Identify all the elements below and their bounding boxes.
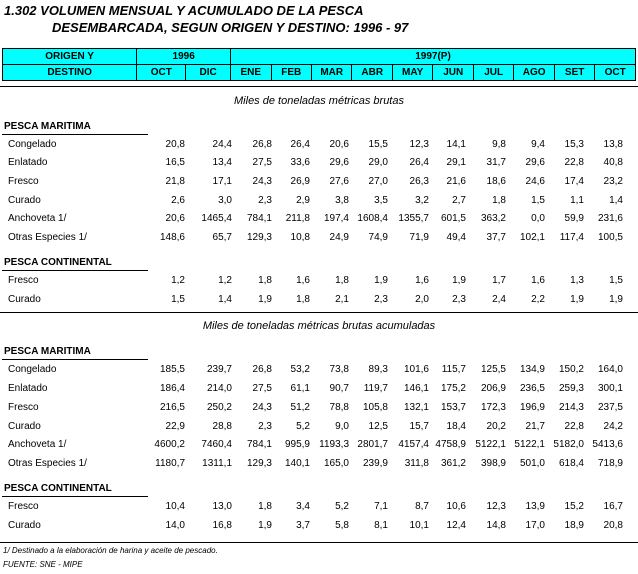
- value-cell: 5,2: [335, 501, 349, 512]
- value-cell: 784,1: [246, 213, 272, 224]
- value-cell: 10,8: [290, 232, 310, 243]
- table-row: [0, 195, 638, 209]
- value-cell: 16,7: [603, 501, 623, 512]
- value-cell: 73,8: [329, 364, 349, 375]
- value-cell: 28,8: [212, 421, 232, 432]
- value-cell: 129,3: [246, 232, 272, 243]
- table-row: [0, 520, 638, 534]
- row-label: Fresco: [8, 176, 39, 187]
- table-row: [0, 364, 638, 378]
- value-cell: 601,5: [440, 213, 466, 224]
- value-cell: 2,3: [452, 294, 466, 305]
- value-cell: 10,6: [446, 501, 466, 512]
- value-cell: 26,4: [290, 139, 310, 150]
- value-cell: 9,4: [531, 139, 545, 150]
- value-cell: 27,5: [252, 383, 272, 394]
- value-cell: 102,1: [519, 232, 545, 243]
- table-row: [0, 139, 638, 153]
- value-cell: 5,8: [335, 520, 349, 531]
- table-row: [0, 421, 638, 435]
- value-cell: 1,8: [335, 275, 349, 286]
- row-label: Fresco: [8, 402, 39, 413]
- value-cell: 125,5: [480, 364, 506, 375]
- value-cell: 259,3: [558, 383, 584, 394]
- month-header: OCT: [137, 65, 186, 81]
- value-cell: 186,4: [159, 383, 185, 394]
- value-cell: 53,2: [290, 364, 310, 375]
- value-cell: 13,4: [212, 157, 232, 168]
- value-cell: 22,8: [564, 421, 584, 432]
- value-cell: 1,3: [570, 275, 584, 286]
- divider: [0, 312, 638, 313]
- table-row: [0, 294, 638, 308]
- value-cell: 27,6: [329, 176, 349, 187]
- row-label: Curado: [8, 294, 41, 305]
- value-cell: 1180,7: [155, 458, 185, 469]
- table-row: [0, 383, 638, 397]
- row-label: Enlatado: [8, 157, 48, 168]
- row-label: Otras Especies 1/: [8, 232, 87, 243]
- value-cell: 21,8: [165, 176, 185, 187]
- value-cell: 1608,4: [357, 213, 388, 224]
- origin-header-line-2: DESTINO: [3, 65, 137, 81]
- value-cell: 231,6: [597, 213, 623, 224]
- group-heading: PESCA MARITIMA: [4, 121, 91, 132]
- value-cell: 2,4: [492, 294, 506, 305]
- value-cell: 16,8: [212, 520, 232, 531]
- value-cell: 7,1: [374, 501, 388, 512]
- source-note: FUENTE: SNE - MIPE: [3, 560, 83, 569]
- value-cell: 78,8: [329, 402, 349, 413]
- value-cell: 51,2: [290, 402, 310, 413]
- row-label: Curado: [8, 520, 41, 531]
- value-cell: 134,9: [519, 364, 545, 375]
- value-cell: 1465,4: [201, 213, 232, 224]
- table-row: [0, 176, 638, 190]
- value-cell: 1,7: [492, 275, 506, 286]
- value-cell: 300,1: [597, 383, 623, 394]
- month-header: AGO: [514, 65, 554, 81]
- value-cell: 363,2: [480, 213, 506, 224]
- table-title-line-2: DESEMBARCADA, SEGUN ORIGEN Y DESTINO: 1996 - 97: [52, 20, 409, 35]
- month-header: MAY: [392, 65, 432, 81]
- value-cell: 10,4: [165, 501, 185, 512]
- value-cell: 15,2: [564, 501, 584, 512]
- value-cell: 995,9: [284, 439, 310, 450]
- value-cell: 1,4: [218, 294, 232, 305]
- value-cell: 12,3: [409, 139, 429, 150]
- row-label: Enlatado: [8, 383, 48, 394]
- value-cell: 1311,1: [202, 458, 232, 469]
- month-header: DIC: [186, 65, 231, 81]
- month-header: OCT: [595, 65, 636, 81]
- value-cell: 65,7: [212, 232, 232, 243]
- value-cell: 211,8: [285, 213, 310, 224]
- value-cell: 237,5: [597, 402, 623, 413]
- value-cell: 17,4: [564, 176, 584, 187]
- value-cell: 12,4: [446, 520, 466, 531]
- row-label: Otras Especies 1/: [8, 458, 87, 469]
- value-cell: 40,8: [603, 157, 623, 168]
- value-cell: 29,1: [446, 157, 466, 168]
- value-cell: 15,5: [368, 139, 388, 150]
- value-cell: 119,7: [363, 383, 388, 394]
- value-cell: 5122,1: [475, 439, 506, 450]
- value-cell: 0,0: [531, 213, 545, 224]
- value-cell: 175,2: [440, 383, 466, 394]
- divider: [0, 542, 638, 543]
- value-cell: 2,1: [335, 294, 349, 305]
- value-cell: 61,1: [290, 383, 310, 394]
- value-cell: 14,1: [446, 139, 466, 150]
- value-cell: 3,8: [335, 195, 349, 206]
- value-cell: 164,0: [597, 364, 623, 375]
- value-cell: 12,3: [486, 501, 506, 512]
- value-cell: 10,1: [409, 520, 429, 531]
- value-cell: 21,6: [446, 176, 466, 187]
- row-label: Congelado: [8, 139, 57, 150]
- group-heading: PESCA CONTINENTAL: [4, 257, 112, 268]
- table-row: [0, 275, 638, 289]
- value-cell: 165,0: [323, 458, 349, 469]
- value-cell: 153,7: [440, 402, 466, 413]
- value-cell: 1193,3: [319, 439, 349, 450]
- row-label: Curado: [8, 421, 41, 432]
- row-label: Anchoveta 1/: [8, 213, 67, 224]
- value-cell: 361,2: [440, 458, 466, 469]
- month-header: SET: [554, 65, 594, 81]
- value-cell: 31,7: [486, 157, 506, 168]
- row-label: Anchoveta 1/: [8, 439, 67, 450]
- value-cell: 13,0: [212, 501, 232, 512]
- value-cell: 24,3: [252, 176, 272, 187]
- value-cell: 1,8: [258, 275, 272, 286]
- value-cell: 3,2: [415, 195, 429, 206]
- value-cell: 214,0: [206, 383, 232, 394]
- value-cell: 20,8: [603, 520, 623, 531]
- section-subtitle: Miles de toneladas métricas brutas acumuladas: [202, 320, 436, 332]
- footnote: 1/ Destinado a la elaboración de harina y aceite de pescado.: [3, 546, 218, 555]
- value-cell: 89,3: [368, 364, 388, 375]
- value-cell: 7460,4: [201, 439, 232, 450]
- value-cell: 1,9: [258, 520, 272, 531]
- value-cell: 23,2: [603, 176, 623, 187]
- value-cell: 20,6: [165, 213, 185, 224]
- value-cell: 8,7: [415, 501, 429, 512]
- value-cell: 1,6: [531, 275, 545, 286]
- value-cell: 185,5: [159, 364, 185, 375]
- divider: [0, 86, 638, 87]
- value-cell: 1,8: [296, 294, 310, 305]
- value-cell: 24,2: [603, 421, 623, 432]
- value-cell: 1,2: [171, 275, 185, 286]
- value-cell: 9,8: [492, 139, 506, 150]
- value-cell: 22,8: [564, 157, 584, 168]
- value-cell: 1,6: [296, 275, 310, 286]
- value-cell: 146,1: [403, 383, 429, 394]
- value-cell: 33,6: [290, 157, 310, 168]
- value-cell: 1,9: [452, 275, 466, 286]
- value-cell: 17,0: [525, 520, 545, 531]
- table-title-line-1: 1.302 VOLUMEN MENSUAL Y ACUMULADO DE LA PESCA: [4, 3, 364, 18]
- year-1997-header: 1997(P): [231, 49, 636, 65]
- table-row: [0, 402, 638, 416]
- value-cell: 1355,7: [398, 213, 429, 224]
- value-cell: 197,4: [323, 213, 349, 224]
- value-cell: 14,0: [165, 520, 185, 531]
- value-cell: 26,9: [290, 176, 310, 187]
- table-row: [0, 439, 638, 453]
- value-cell: 26,3: [409, 176, 429, 187]
- value-cell: 5,2: [296, 421, 310, 432]
- month-header: JUN: [433, 65, 473, 81]
- value-cell: 101,6: [403, 364, 429, 375]
- value-cell: 1,9: [609, 294, 623, 305]
- value-cell: 2,6: [171, 195, 185, 206]
- value-cell: 27,5: [252, 157, 272, 168]
- value-cell: 206,9: [480, 383, 506, 394]
- value-cell: 148,6: [159, 232, 185, 243]
- row-label: Fresco: [8, 501, 39, 512]
- value-cell: 1,1: [570, 195, 584, 206]
- value-cell: 24,4: [212, 139, 232, 150]
- value-cell: 784,1: [246, 439, 272, 450]
- table-row: [0, 232, 638, 246]
- value-cell: 140,1: [284, 458, 310, 469]
- value-cell: 501,0: [519, 458, 545, 469]
- value-cell: 2,7: [452, 195, 466, 206]
- value-cell: 15,7: [409, 421, 429, 432]
- value-cell: 24,6: [525, 176, 545, 187]
- value-cell: 29,0: [368, 157, 388, 168]
- value-cell: 12,5: [368, 421, 388, 432]
- table-row: [0, 213, 638, 227]
- value-cell: 18,4: [446, 421, 466, 432]
- value-cell: 1,8: [258, 501, 272, 512]
- value-cell: 17,1: [212, 176, 232, 187]
- value-cell: 718,9: [597, 458, 623, 469]
- value-cell: 1,4: [609, 195, 623, 206]
- value-cell: 90,7: [329, 383, 349, 394]
- value-cell: 239,9: [362, 458, 388, 469]
- value-cell: 5413,6: [592, 439, 623, 450]
- value-cell: 115,7: [441, 364, 466, 375]
- value-cell: 1,9: [258, 294, 272, 305]
- value-cell: 2,3: [258, 421, 272, 432]
- value-cell: 1,2: [218, 275, 232, 286]
- value-cell: 74,9: [368, 232, 388, 243]
- value-cell: 18,9: [564, 520, 584, 531]
- value-cell: 236,5: [519, 383, 545, 394]
- value-cell: 24,3: [252, 402, 272, 413]
- row-label: Fresco: [8, 275, 39, 286]
- value-cell: 8,1: [374, 520, 388, 531]
- value-cell: 20,6: [329, 139, 349, 150]
- value-cell: 4600,2: [154, 439, 185, 450]
- value-cell: 15,3: [564, 139, 584, 150]
- value-cell: 22,9: [165, 421, 185, 432]
- table-row: [0, 157, 638, 171]
- value-cell: 5182,0: [553, 439, 584, 450]
- table-row: [0, 501, 638, 515]
- value-cell: 3,7: [296, 520, 310, 531]
- value-cell: 129,3: [246, 458, 272, 469]
- value-cell: 49,4: [446, 232, 466, 243]
- row-label: Curado: [8, 195, 41, 206]
- value-cell: 150,2: [558, 364, 584, 375]
- value-cell: 117,4: [559, 232, 584, 243]
- value-cell: 100,5: [597, 232, 623, 243]
- value-cell: 1,9: [570, 294, 584, 305]
- value-cell: 618,4: [558, 458, 584, 469]
- row-label: Congelado: [8, 364, 57, 375]
- value-cell: 2,3: [374, 294, 388, 305]
- value-cell: 29,6: [525, 157, 545, 168]
- value-cell: 9,0: [335, 421, 349, 432]
- value-cell: 20,2: [486, 421, 506, 432]
- group-heading: PESCA MARITIMA: [4, 346, 91, 357]
- month-header: JUL: [473, 65, 513, 81]
- value-cell: 4157,4: [398, 439, 429, 450]
- value-cell: 214,3: [558, 402, 584, 413]
- value-cell: 196,9: [519, 402, 545, 413]
- value-cell: 1,8: [492, 195, 506, 206]
- value-cell: 2801,7: [357, 439, 388, 450]
- value-cell: 239,7: [206, 364, 232, 375]
- value-cell: 27,0: [368, 176, 388, 187]
- value-cell: 26,8: [252, 139, 272, 150]
- origin-header-line-1: ORIGEN Y: [3, 49, 137, 65]
- value-cell: 21,7: [525, 421, 545, 432]
- value-cell: 3,4: [296, 501, 310, 512]
- value-cell: 311,8: [404, 458, 429, 469]
- value-cell: 3,5: [374, 195, 388, 206]
- column-header: [2, 48, 636, 81]
- month-header: MAR: [312, 65, 352, 81]
- value-cell: 216,5: [159, 402, 185, 413]
- value-cell: 1,6: [415, 275, 429, 286]
- value-cell: 1,5: [531, 195, 545, 206]
- value-cell: 1,9: [374, 275, 388, 286]
- value-cell: 172,3: [480, 402, 506, 413]
- value-cell: 250,2: [206, 402, 232, 413]
- value-cell: 71,9: [409, 232, 429, 243]
- month-header: ENE: [231, 65, 271, 81]
- section-subtitle: Miles de toneladas métricas brutas: [234, 95, 404, 107]
- value-cell: 105,8: [362, 402, 388, 413]
- month-header: ABR: [352, 65, 392, 81]
- value-cell: 1,5: [609, 275, 623, 286]
- value-cell: 13,9: [525, 501, 545, 512]
- group-heading: PESCA CONTINENTAL: [4, 483, 112, 494]
- table-row: [0, 458, 638, 472]
- value-cell: 26,4: [409, 157, 429, 168]
- value-cell: 1,5: [171, 294, 185, 305]
- value-cell: 59,9: [564, 213, 584, 224]
- value-cell: 18,6: [486, 176, 506, 187]
- value-cell: 20,8: [165, 139, 185, 150]
- value-cell: 3,0: [218, 195, 232, 206]
- value-cell: 4758,9: [435, 439, 466, 450]
- value-cell: 2,2: [531, 294, 545, 305]
- value-cell: 37,7: [486, 232, 506, 243]
- value-cell: 2,9: [296, 195, 310, 206]
- value-cell: 398,9: [480, 458, 506, 469]
- value-cell: 2,3: [258, 195, 272, 206]
- value-cell: 2,0: [415, 294, 429, 305]
- value-cell: 24,9: [329, 232, 349, 243]
- value-cell: 16,5: [165, 157, 185, 168]
- value-cell: 5122,1: [514, 439, 545, 450]
- value-cell: 14,8: [486, 520, 506, 531]
- value-cell: 29,6: [329, 157, 349, 168]
- value-cell: 132,1: [403, 402, 429, 413]
- year-1996-header: 1996: [137, 49, 231, 65]
- value-cell: 13,8: [603, 139, 623, 150]
- value-cell: 26,8: [252, 364, 272, 375]
- month-header: FEB: [271, 65, 311, 81]
